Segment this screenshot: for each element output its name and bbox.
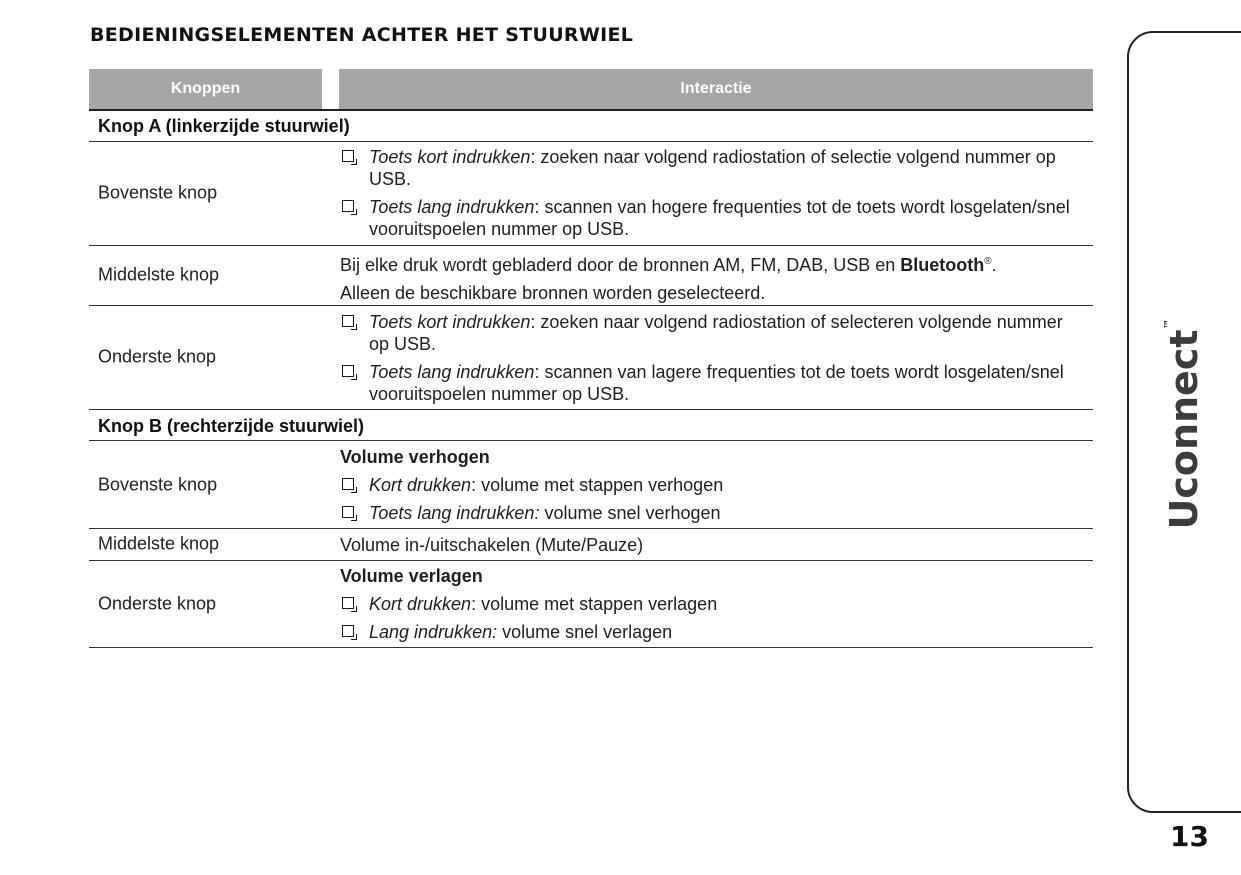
row-divider: [89, 305, 1093, 306]
list-item: [340, 593, 1085, 615]
row-label: Middelste knop: [98, 533, 220, 554]
list-item: [340, 502, 1085, 524]
bullet-text: : volume met stappen verlagen: [471, 594, 718, 614]
bullet-emphasis: Toets lang indrukken: [369, 362, 535, 382]
chapter-tab-text: Uconnect: [1162, 329, 1206, 530]
bullet-emphasis: Lang indrukken:: [369, 622, 498, 642]
paragraph: Volume in-/uitschakelen (Mute/Pauze): [340, 535, 644, 555]
checkbox-bullet-icon: [342, 200, 354, 212]
bullet-emphasis: Toets lang indrukken:: [369, 503, 540, 523]
bullet-emphasis: Kort drukken: [369, 594, 472, 614]
list-item: [340, 146, 1085, 190]
interaction-cell: [340, 146, 1085, 240]
list-item: [340, 621, 1085, 643]
checkbox-bullet-icon: [342, 365, 354, 377]
list-item: [340, 311, 1085, 355]
bullet-emphasis: Toets kort indrukken: [369, 312, 531, 332]
interaction-cell: [340, 251, 1085, 304]
chapter-tab-label: [1162, 318, 1206, 529]
checkbox-bullet-icon: [342, 625, 354, 637]
checkbox-bullet-icon: [342, 315, 354, 327]
bullet-text: : scannen van hogere frequenties tot de toets wordt losgelaten/snel vooruitspoelen nummer op USB.: [369, 197, 1070, 239]
bullet-emphasis: Kort drukken: [369, 475, 472, 495]
list-item: [340, 361, 1085, 405]
row-divider: [89, 409, 1093, 410]
interaction-cell: [340, 446, 1085, 524]
paragraph-end: .: [991, 255, 997, 275]
bullet-text: : zoeken naar volgend radiostation of selecteren volgende nummer op USB.: [369, 312, 1063, 354]
page-number: 13: [1170, 820, 1209, 853]
bullet-text: : volume met stappen verhogen: [471, 475, 724, 495]
bullet-text: : zoeken naar volgend radiostation of selectie volgend nummer op USB.: [369, 147, 1056, 189]
interaction-cell: [340, 534, 1085, 556]
row-divider: [89, 245, 1093, 246]
paragraph: Alleen de beschikbare bronnen worden geselecteerd.: [340, 283, 766, 303]
bullet-emphasis: Toets lang indrukken: [369, 197, 535, 217]
paragraph-text: Bij elke druk wordt gebladerd door de bronnen AM, FM, DAB, USB en: [340, 255, 901, 275]
page-title: BEDIENINGSELEMENTEN ACHTER HET STUURWIEL: [90, 24, 634, 46]
list-item: [340, 474, 1085, 496]
checkbox-bullet-icon: [342, 150, 354, 162]
section-b-title: Knop B (rechterzijde stuurwiel): [98, 416, 365, 436]
trademark-mark: ™: [1162, 318, 1175, 330]
bullet-emphasis: Toets kort indrukken: [369, 147, 531, 167]
checkbox-bullet-icon: [342, 506, 354, 518]
row-divider: [89, 560, 1093, 561]
row-divider: [89, 141, 1093, 142]
bullet-text: volume snel verhogen: [539, 503, 721, 523]
header-interactie: Interactie: [339, 69, 1093, 109]
section-a-title: Knop A (linkerzijde stuurwiel): [98, 116, 350, 136]
table-bottom-divider: [89, 647, 1093, 648]
brand-bluetooth: Bluetooth: [900, 255, 985, 275]
list-item: [340, 196, 1085, 240]
cell-heading: Volume verhogen: [340, 447, 490, 467]
header-divider: [89, 109, 1093, 111]
interaction-cell: [340, 311, 1085, 405]
cell-heading: Volume verlagen: [340, 566, 483, 586]
checkbox-bullet-icon: [342, 597, 354, 609]
interaction-cell: [340, 565, 1085, 643]
row-divider: [89, 440, 1093, 441]
bullet-text: : scannen van lagere frequenties tot de toets wordt losgelaten/snel vooruitspoelen nummer op USB.: [369, 362, 1064, 404]
row-label: Onderste knop: [98, 593, 217, 614]
row-divider: [89, 528, 1093, 529]
row-label: Middelste knop: [98, 264, 220, 285]
paragraph: [340, 251, 1085, 276]
bullet-text: volume snel verlagen: [497, 622, 673, 642]
row-label: Bovenste knop: [98, 474, 218, 495]
registered-mark: ®: [984, 256, 992, 267]
row-label: Bovenste knop: [98, 182, 218, 203]
header-knoppen: Knoppen: [89, 69, 322, 109]
row-label: Onderste knop: [98, 346, 217, 367]
checkbox-bullet-icon: [342, 478, 354, 490]
